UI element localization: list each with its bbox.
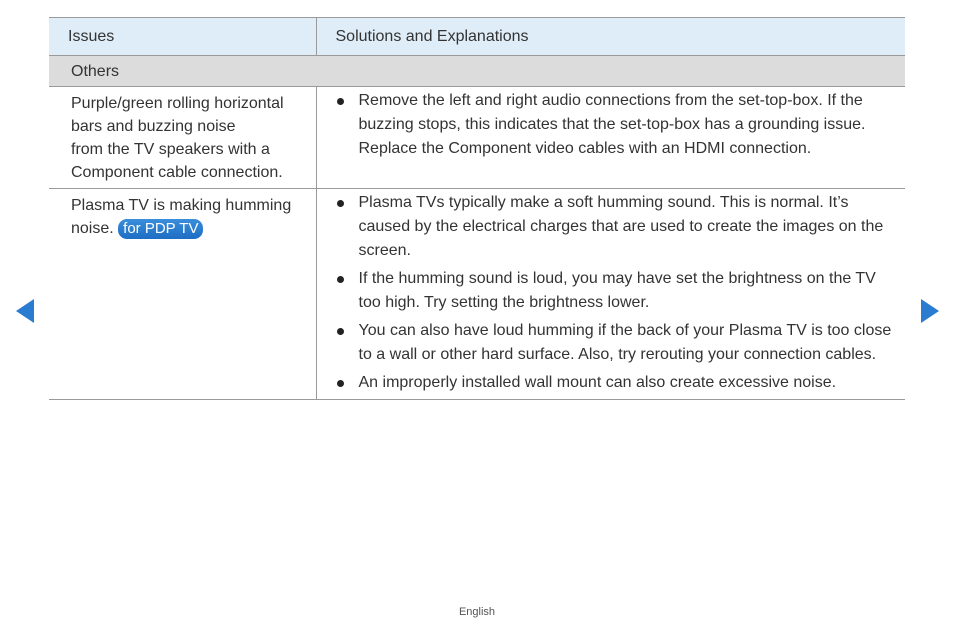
solution-text: An improperly installed wall mount can also create excessive noise. [358,374,837,391]
issue-text: Component cable connection. [71,164,283,181]
solution-text: You can also have loud humming if the back of your Plasma TV is too close to a wall or other hard surface. Also, try rerouting your connection cables. [358,322,892,363]
triangle-left-icon[interactable] [16,299,34,323]
bullet-icon [337,380,344,387]
pdp-tv-badge: for PDP TV [118,219,203,239]
header-issues: Issues [49,18,316,56]
issue-text: Plasma TV is making humming [71,197,292,214]
footer-language: English [458,606,496,618]
list-item [336,267,898,315]
solution-cell [316,87,905,189]
issue-text-with-badge [71,217,308,240]
list-item [336,89,898,161]
solution-list [336,191,898,395]
table-row [49,189,905,400]
troubleshooting-table [49,17,905,400]
list-item [336,371,898,395]
issue-text: bars and buzzing noise [71,118,236,135]
table-header-row [49,18,905,56]
issue-cell [49,189,316,400]
bullet-icon [337,328,344,335]
triangle-right-icon[interactable] [921,299,939,323]
solution-cell [316,189,905,400]
issue-text: Purple/green rolling horizontal [71,95,284,112]
issue-text: from the TV speakers with a [71,141,270,158]
solution-list [336,89,898,161]
section-label: Others [49,56,905,87]
header-solutions: Solutions and Explanations [316,18,905,56]
solution-text: Remove the left and right audio connections from the set-top-box. If the buzzing stops, this indicates that the set-top-box has a grounding issue. Replace the Component video cables with an HDMI connection. [358,92,866,157]
bullet-icon [337,276,344,283]
bullet-icon [337,200,344,207]
bullet-icon [337,98,344,105]
section-row-others [49,56,905,87]
issue-text: noise. [71,220,114,237]
list-item [336,319,898,367]
table-row [49,87,905,189]
solution-text: If the humming sound is loud, you may have set the brightness on the TV too high. Try setting the brightness lower. [358,270,876,311]
issue-cell [49,87,316,189]
solution-text: Plasma TVs typically make a soft humming sound. This is normal. It’s caused by the electrical charges that are used to create the images on the screen. [358,194,884,259]
list-item [336,191,898,263]
